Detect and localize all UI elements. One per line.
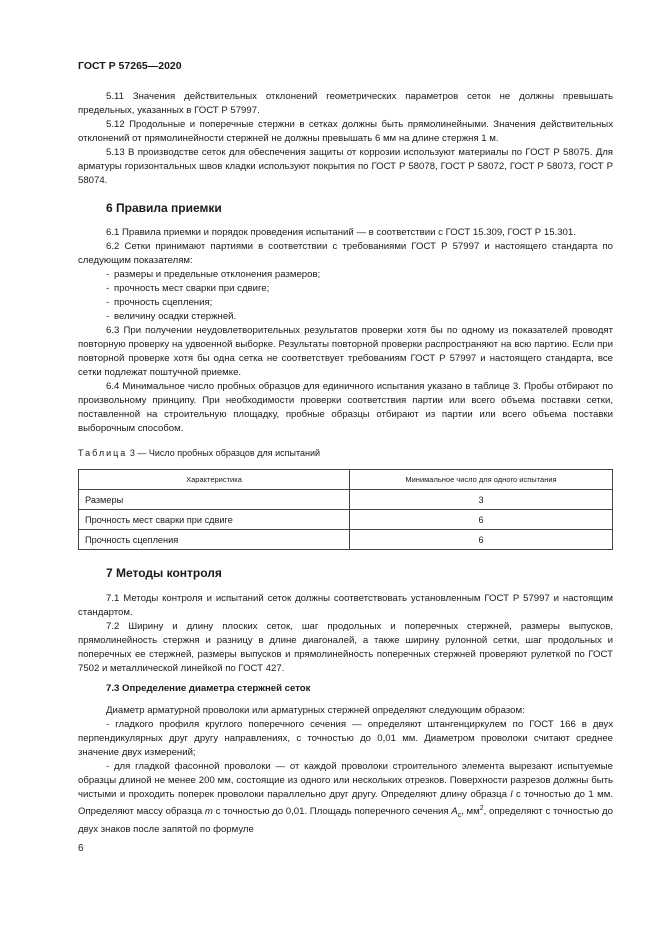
- paragraph-5-11: 5.11 Значения действительных отклонений геометрических параметров сеток не должны превышать предельных, указанных в ГОСТ Р 57997.: [78, 91, 613, 116]
- paragraph-7-3-shaped: - для гладкой фасонной проволоки — от каждой проволоки строительного элемента вырезают испытуемые образцы длиной не менее 200 мм, состоящие из одного или нескольких отрезков. Поверхности разрезов должны быть чистыми и проходить поперек проволоки параллельно друг другу. Определяют длину образца l с точностью до 1 мм. Определяют массу образца m с точностью до 0,01. Площадь поперечного сечения $A_c$, $мм^2$, определяют с точностью до двух знаков после запятой по формуле: [78, 761, 613, 836]
- table-cell: Прочность мест сварки при сдвиге: [79, 510, 350, 530]
- paragraph-7-2: 7.2 Ширину и длину плоских сеток, шаг продольных и поперечных стержней, размеры выпусков, прямолинейность стержня и разницу в длине диагоналей, а также ширину рулонной сетки, шаг продольных и поперечных ее стержней, размеры выпусков и прямолинейность поперечных стержней проверяют рулеткой по ГОСТ 7502 и металлической линейкой по ГОСТ 427.: [78, 621, 613, 674]
- section-6-title: 6 Правила приемки: [106, 201, 222, 215]
- list-item: - прочность сцепления;: [106, 297, 213, 308]
- table-caption-label: Таблица: [78, 448, 128, 458]
- table-3: [78, 469, 613, 550]
- table-cell: 6: [350, 510, 613, 530]
- table-header-min-count: Минимальное число для одного испытания: [350, 470, 613, 490]
- paragraph-7-3-intro: Диаметр арматурной проволоки или арматурных стержней определяют следующим образом:: [106, 705, 525, 716]
- paragraph-6-4: 6.4 Минимальное число пробных образцов для единичного испытания указано в таблице 3. Пробы отбирают по произвольному принципу. При необходимости проверки соответствия партии или всего объема поставки сетки, поставленной на строительную площадку, пробные образцы отбирают из партии или всего объема поставки выборочным способом.: [78, 381, 613, 434]
- document-header: ГОСТ Р 57265—2020: [78, 60, 182, 72]
- paragraph-6-1: 6.1 Правила приемки и порядок проведения испытаний — в соответствии с ГОСТ 15.309, ГОСТ Р 15.301.: [106, 227, 576, 238]
- table-header-characteristic: Характеристика: [79, 470, 350, 490]
- page-number: 6: [78, 843, 84, 854]
- table-row: [79, 490, 613, 510]
- table-header-row: [79, 470, 613, 490]
- paragraph-7-1: 7.1 Методы контроля и испытаний сеток должны соответствовать установленным ГОСТ Р 57997 и настоящим стандартом.: [78, 593, 613, 618]
- paragraph-7-3-smooth: - гладкого профиля круглого поперечного сечения — определяют штангенциркулем по ГОСТ 166 в двух перпендикулярных друг другу направлениях, с точностью до 0,01 мм. Диаметром проволоки считают среднее значение двух измерений;: [78, 719, 613, 758]
- paragraph-6-2: 6.2 Сетки принимают партиями в соответствии с требованиями ГОСТ Р 57997 и настоящего стандарта по следующим показателям:: [78, 241, 613, 266]
- subsection-7-3-title: 7.3 Определение диаметра стержней сеток: [106, 683, 311, 694]
- list-item: - величину осадки стержней.: [106, 311, 237, 322]
- table-row: [79, 510, 613, 530]
- table-cell: 3: [350, 490, 613, 510]
- table-cell: 6: [350, 530, 613, 550]
- paragraph-5-12: 5.12 Продольные и поперечные стержни в сетках должны быть прямолинейными. Значения действительных отклонений от прямолинейности стержней не должны превышать 6 мм на длине стержня 1 м.: [78, 119, 613, 144]
- paragraph-5-13: 5.13 В производстве сеток для обеспечения защиты от коррозии используют материалы по ГОСТ Р 58075. Для арматуры горизонтальных швов кладки используют покрытия по ГОСТ Р 58078, ГОСТ Р 58072, ГОСТ Р 58073, ГОСТ Р 58074.: [78, 147, 613, 186]
- list-item: - прочность мест сварки при сдвиге;: [106, 283, 270, 294]
- table-cell: Прочность сцепления: [79, 530, 350, 550]
- table-row: [79, 530, 613, 550]
- page-content: [78, 90, 613, 837]
- paragraph-6-3: 6.3 При получении неудовлетворительных результатов проверки хотя бы по одному из показателей проводят повторную проверку на удвоенной выборке. Результаты повторной проверки распространяют на всю партию. Если при повторной проверке хотя бы одна сетка не соответствует требованиям ГОСТ Р 57997 и настоящего стандарта, все сетки подлежат поштучной приемке.: [78, 325, 613, 378]
- table-caption: [78, 446, 613, 460]
- table-caption-text: 3 — Число пробных образцов для испытаний: [129, 448, 321, 458]
- list-item: - размеры и предельные отклонения размеров;: [106, 269, 321, 280]
- table-cell: Размеры: [79, 490, 350, 510]
- section-7-title: 7 Методы контроля: [106, 566, 222, 580]
